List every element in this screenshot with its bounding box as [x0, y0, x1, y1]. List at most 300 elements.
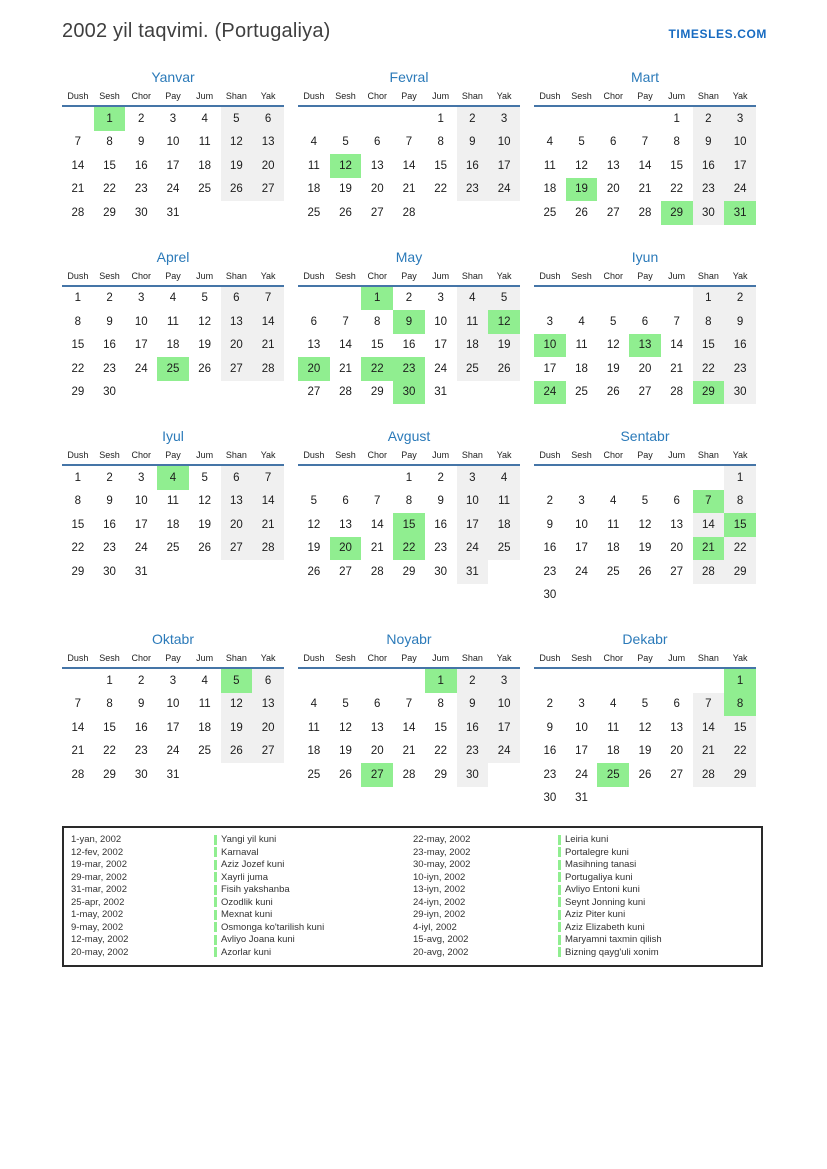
day-cell: 19 [198, 339, 212, 352]
day-cell: 13 [221, 310, 253, 334]
weekday-label: Dush [539, 653, 561, 663]
empty-cell [661, 787, 693, 811]
weekday-label: Yak [496, 91, 512, 101]
day-cell: 17 [488, 154, 520, 178]
weekday-label: Shan [225, 653, 247, 663]
day-cell: 27 [252, 178, 284, 202]
day-cell: 30 [693, 201, 725, 225]
day-cell: 14 [252, 490, 284, 514]
day-cell: 20 [670, 745, 684, 758]
day-cell: 7 [641, 136, 649, 149]
day-cell: 1 [74, 292, 82, 305]
page-title: 2002 yil taqvimi. (Portugaliya) [62, 20, 331, 42]
day-cell: 9 [437, 495, 444, 508]
weekday-label: Dush [303, 653, 325, 663]
weekday-label: Yak [732, 653, 748, 663]
day-cell: 25 [488, 537, 520, 561]
empty-cell [661, 668, 693, 693]
day-cell: 2 [457, 668, 489, 693]
day-cell: 14 [252, 310, 284, 334]
day-cell: 11 [457, 310, 489, 334]
holiday-marker-icon [558, 847, 561, 857]
empty-cell [629, 584, 661, 608]
day-cell: 14 [693, 716, 725, 740]
empty-cell [597, 787, 629, 811]
day-cell: 19 [221, 716, 253, 740]
day-cell: 10 [434, 315, 448, 328]
day-cell: 9 [457, 131, 489, 155]
day-cell: 10 [457, 490, 489, 514]
empty-cell [361, 668, 393, 693]
day-cell: 31 [457, 560, 489, 584]
empty-cell [534, 106, 566, 131]
day-cell: 22 [103, 183, 116, 196]
day-cell: 16 [402, 339, 416, 352]
empty-cell [62, 106, 94, 131]
holiday-name-text: Bizning qayg'uli xonim [565, 946, 659, 958]
day-cell: 26 [307, 565, 321, 578]
day-cell: 6 [221, 286, 253, 311]
month-table [534, 450, 756, 607]
day-cell: 17 [134, 518, 148, 531]
empty-cell [189, 381, 221, 405]
day-cell: 3 [578, 495, 585, 508]
holiday-name-text: Portalegre kuni [565, 846, 629, 858]
empty-cell [393, 106, 425, 131]
weekday-label: Jum [668, 91, 686, 101]
day-cell: 2 [138, 112, 145, 125]
day-cell: 16 [103, 339, 116, 352]
day-cell: 10 [534, 334, 566, 358]
month-aprel [62, 249, 284, 405]
day-cell: 5 [610, 315, 617, 328]
empty-cell [189, 201, 221, 225]
day-cell: 12 [221, 131, 253, 155]
empty-cell [221, 381, 253, 405]
holiday-marker-icon [214, 935, 217, 945]
day-cell: 23 [693, 178, 725, 202]
holiday-name-text: Avliyo Joana kuni [221, 934, 295, 945]
empty-cell [534, 668, 566, 693]
day-cell: 3 [457, 465, 489, 490]
holiday-marker-icon [214, 922, 217, 932]
empty-cell [457, 381, 489, 405]
month-table [62, 271, 284, 405]
day-cell: 9 [724, 310, 756, 334]
day-cell: 23 [103, 542, 116, 555]
day-cell: 24 [488, 740, 520, 764]
weekday-label: Jum [432, 91, 450, 101]
weekday-label: Pay [401, 91, 417, 101]
day-cell: 30 [103, 565, 116, 578]
day-cell: 9 [693, 131, 725, 155]
day-cell: 17 [575, 745, 588, 758]
day-cell: 31 [134, 565, 148, 578]
day-cell: 25 [198, 183, 212, 196]
day-cell: 2 [138, 674, 145, 687]
day-cell: 2 [106, 471, 113, 484]
day-cell: 14 [71, 159, 85, 172]
day-cell: 26 [198, 362, 212, 375]
weekday-label: Sesh [99, 653, 120, 663]
day-cell: 17 [134, 339, 148, 352]
day-cell: 1 [724, 668, 756, 693]
site-link[interactable]: TIMESLES.COM [668, 27, 767, 41]
month-title: Aprel [156, 248, 190, 265]
day-cell: 12 [638, 518, 652, 531]
day-cell: 23 [543, 768, 557, 781]
day-cell: 6 [374, 698, 381, 711]
day-cell: 25 [575, 386, 588, 399]
day-cell: 28 [693, 560, 725, 584]
holiday-name [214, 897, 413, 909]
weekday-label: Jum [432, 450, 450, 460]
weekday-label: Shan [461, 653, 483, 663]
day-cell: 21 [693, 537, 725, 561]
holiday-marker-icon [558, 910, 561, 920]
month-table [298, 450, 520, 584]
day-cell: 3 [578, 698, 585, 711]
day-cell: 20 [252, 154, 284, 178]
day-cell: 15 [370, 339, 384, 352]
month-table [534, 653, 756, 810]
day-cell: 8 [374, 315, 381, 328]
day-cell: 18 [166, 518, 180, 531]
day-cell: 29 [71, 565, 85, 578]
day-cell: 31 [575, 792, 588, 805]
day-cell: 25 [307, 768, 321, 781]
day-cell: 18 [307, 745, 321, 758]
month-iyul [62, 428, 284, 584]
empty-cell [125, 381, 157, 405]
weekday-label: Pay [165, 653, 181, 663]
month-table [534, 271, 756, 405]
weekday-label: Chor [367, 91, 388, 101]
holiday-date: 13-iyn, 2002 [413, 884, 466, 895]
day-cell: 30 [134, 768, 148, 781]
day-cell: 31 [434, 386, 448, 399]
day-cell: 4 [610, 698, 617, 711]
empty-cell [252, 201, 284, 225]
empty-cell [361, 465, 393, 490]
day-cell: 28 [252, 537, 284, 561]
holiday-name [214, 934, 413, 946]
day-cell: 4 [610, 495, 617, 508]
day-cell: 8 [724, 490, 756, 514]
day-cell: 30 [543, 792, 557, 805]
weekday-label: Pay [637, 653, 653, 663]
day-cell: 15 [434, 721, 448, 734]
day-cell: 26 [575, 206, 588, 219]
day-cell: 23 [103, 362, 116, 375]
empty-cell [629, 465, 661, 490]
month-title: Iyun [631, 248, 659, 265]
weekday-label: Sesh [335, 450, 356, 460]
day-cell: 21 [252, 513, 284, 537]
weekday-label: Jum [196, 270, 214, 281]
day-cell: 2 [106, 292, 113, 305]
day-cell: 29 [370, 386, 384, 399]
holiday-marker-icon [214, 835, 217, 845]
day-cell: 5 [342, 698, 349, 711]
empty-cell [457, 201, 489, 225]
day-cell: 8 [106, 698, 113, 711]
month-title: Avgust [387, 428, 431, 444]
day-cell: 29 [103, 768, 116, 781]
holiday-name [558, 847, 754, 859]
day-cell: 13 [370, 159, 384, 172]
weekday-label: Dush [67, 653, 89, 663]
day-cell: 15 [724, 716, 756, 740]
day-cell: 20 [252, 716, 284, 740]
weekday-label: Shan [225, 91, 247, 101]
weekday-label: Yak [260, 270, 276, 281]
day-cell: 7 [693, 693, 725, 717]
day-cell: 26 [606, 386, 620, 399]
empty-cell [661, 584, 693, 608]
day-cell: 3 [437, 292, 444, 305]
day-cell: 4 [488, 465, 520, 490]
day-cell: 30 [103, 386, 116, 399]
weekday-label: Yak [496, 653, 512, 663]
empty-cell [488, 560, 520, 584]
weekday-label: Yak [732, 91, 748, 101]
holiday-name [558, 934, 754, 946]
day-cell: 1 [425, 668, 457, 693]
day-cell: 12 [198, 495, 212, 508]
weekday-label: Yak [732, 450, 748, 460]
holiday-date: 12-fev, 2002 [71, 846, 124, 858]
day-cell: 28 [670, 386, 684, 399]
day-cell: 6 [252, 106, 284, 131]
day-cell: 30 [393, 381, 425, 405]
day-cell: 12 [488, 310, 520, 334]
weekday-label: Sesh [571, 270, 592, 281]
holiday-marker-icon [558, 885, 561, 895]
month-yanvar [62, 69, 284, 225]
day-cell: 22 [724, 537, 756, 561]
holiday-date: 20-may, 2002 [71, 946, 129, 958]
day-cell: 27 [670, 768, 684, 781]
day-cell: 8 [437, 136, 444, 149]
day-cell: 12 [638, 721, 652, 734]
day-cell: 6 [221, 465, 253, 490]
empty-cell [62, 668, 94, 693]
day-cell: 23 [543, 565, 557, 578]
day-cell: 17 [166, 159, 180, 172]
day-cell: 15 [434, 159, 448, 172]
weekday-label: Yak [496, 270, 512, 281]
weekday-label: Pay [401, 653, 417, 663]
day-cell: 4 [201, 112, 208, 125]
weekday-label: Shan [461, 270, 483, 281]
day-cell: 22 [103, 745, 116, 758]
weekday-label: Sesh [99, 450, 120, 460]
day-cell: 9 [393, 310, 425, 334]
weekday-label: Dush [303, 270, 325, 281]
weekday-label: Chor [603, 653, 624, 663]
holiday-name-text: Karnaval [221, 846, 259, 858]
holiday-marker-icon [558, 835, 561, 845]
weekday-label: Chor [131, 653, 152, 663]
holiday-date: 10-iyn, 2002 [413, 871, 466, 883]
day-cell: 21 [402, 183, 416, 196]
holiday-name-text: Portugaliya kuni [565, 871, 633, 883]
weekday-label: Chor [603, 450, 624, 460]
day-cell: 20 [330, 537, 362, 561]
day-cell: 16 [724, 334, 756, 358]
day-cell: 24 [724, 178, 756, 202]
day-cell: 19 [339, 183, 352, 196]
day-cell: 8 [673, 136, 680, 149]
holiday-marker-icon [558, 872, 561, 882]
day-cell: 18 [166, 339, 180, 352]
day-cell: 26 [221, 740, 253, 764]
day-cell: 18 [307, 183, 321, 196]
day-cell: 22 [361, 357, 393, 381]
day-cell: 7 [673, 315, 680, 328]
day-cell: 28 [638, 206, 652, 219]
weekday-label: Pay [165, 270, 181, 281]
empty-cell [629, 286, 661, 311]
day-cell: 12 [198, 315, 212, 328]
day-cell: 17 [543, 362, 557, 375]
day-cell: 17 [457, 513, 489, 537]
day-cell: 4 [457, 286, 489, 311]
day-cell: 20 [370, 183, 384, 196]
day-cell: 8 [74, 495, 82, 508]
day-cell: 27 [221, 537, 253, 561]
day-cell: 30 [457, 763, 489, 787]
day-cell: 15 [103, 721, 116, 734]
weekday-label: Chor [367, 450, 388, 460]
empty-cell [252, 763, 284, 787]
holiday-name [558, 859, 754, 871]
day-cell: 29 [402, 565, 416, 578]
holiday-date: 4-iyl, 2002 [413, 921, 457, 933]
weekday-label: Yak [260, 653, 276, 663]
holiday-marker-icon [214, 872, 217, 882]
empty-cell [566, 584, 598, 608]
day-cell: 9 [546, 518, 554, 531]
day-cell: 24 [575, 565, 588, 578]
empty-cell [298, 465, 330, 490]
holiday-name [558, 897, 754, 909]
day-cell: 26 [488, 357, 520, 381]
weekday-label: Dush [539, 91, 561, 101]
weekday-label: Pay [165, 450, 181, 460]
day-cell: 18 [606, 542, 620, 555]
empty-cell [534, 465, 566, 490]
day-cell: 28 [71, 768, 85, 781]
weekday-label: Yak [496, 450, 512, 460]
day-cell: 23 [134, 745, 148, 758]
day-cell: 8 [74, 315, 82, 328]
holiday-name [214, 872, 413, 884]
day-cell: 20 [670, 542, 684, 555]
weekday-label: Sesh [571, 653, 592, 663]
empty-cell [566, 286, 598, 311]
holiday-marker-icon [214, 847, 217, 857]
day-cell: 30 [134, 206, 148, 219]
day-cell: 21 [71, 745, 85, 758]
month-title: Dekabr [622, 631, 668, 647]
day-cell: 30 [543, 589, 557, 602]
day-cell: 12 [307, 518, 321, 531]
day-cell: 7 [374, 495, 381, 508]
weekday-label: Yak [260, 91, 276, 101]
day-cell: 28 [71, 206, 85, 219]
day-cell: 5 [201, 292, 208, 305]
empty-cell [252, 381, 284, 405]
day-cell: 25 [597, 763, 629, 787]
empty-cell [488, 201, 520, 225]
day-cell: 17 [166, 721, 180, 734]
empty-cell [597, 584, 629, 608]
day-cell: 11 [307, 159, 320, 172]
holiday-name [558, 947, 754, 959]
day-cell: 22 [71, 542, 85, 555]
day-cell: 25 [606, 565, 620, 578]
day-cell: 8 [437, 698, 444, 711]
day-cell: 22 [670, 183, 684, 196]
day-cell: 21 [638, 183, 652, 196]
weekday-label: Yak [260, 450, 276, 460]
holiday-name [214, 922, 413, 934]
day-cell: 28 [693, 763, 725, 787]
day-cell: 24 [575, 768, 588, 781]
day-cell: 2 [405, 292, 413, 305]
day-cell: 20 [221, 513, 253, 537]
empty-cell [221, 763, 253, 787]
day-cell: 23 [393, 357, 425, 381]
weekday-label: Shan [697, 653, 719, 663]
empty-cell [298, 668, 330, 693]
day-cell: 7 [405, 698, 413, 711]
weekday-label: Chor [603, 91, 624, 101]
day-cell: 2 [546, 495, 554, 508]
holiday-marker-icon [214, 947, 217, 957]
day-cell: 6 [342, 495, 349, 508]
month-table [534, 91, 756, 225]
day-cell: 5 [310, 495, 318, 508]
day-cell: 26 [638, 565, 652, 578]
day-cell: 10 [488, 131, 520, 155]
month-fevral [298, 69, 520, 225]
weekday-label: Shan [225, 450, 247, 460]
day-cell: 6 [310, 315, 318, 328]
day-cell: 8 [106, 136, 113, 149]
day-cell: 18 [198, 159, 212, 172]
day-cell: 23 [724, 357, 756, 381]
day-cell: 19 [488, 334, 520, 358]
holiday-name-text: Osmonga ko'tarilish kuni [221, 921, 325, 933]
empty-cell [330, 668, 362, 693]
day-cell: 1 [94, 106, 126, 131]
day-cell: 19 [307, 542, 321, 555]
weekday-label: Jum [196, 91, 214, 101]
weekday-label: Jum [668, 270, 686, 281]
day-cell: 15 [393, 513, 425, 537]
empty-cell [488, 381, 520, 405]
month-oktabr [62, 631, 284, 787]
day-cell: 24 [534, 381, 566, 405]
day-cell: 19 [221, 154, 253, 178]
holiday-name [558, 922, 754, 934]
day-cell: 21 [402, 745, 416, 758]
holiday-name-text: Maryamni taxmin qilish [565, 934, 662, 945]
weekday-label: Jum [668, 653, 686, 663]
